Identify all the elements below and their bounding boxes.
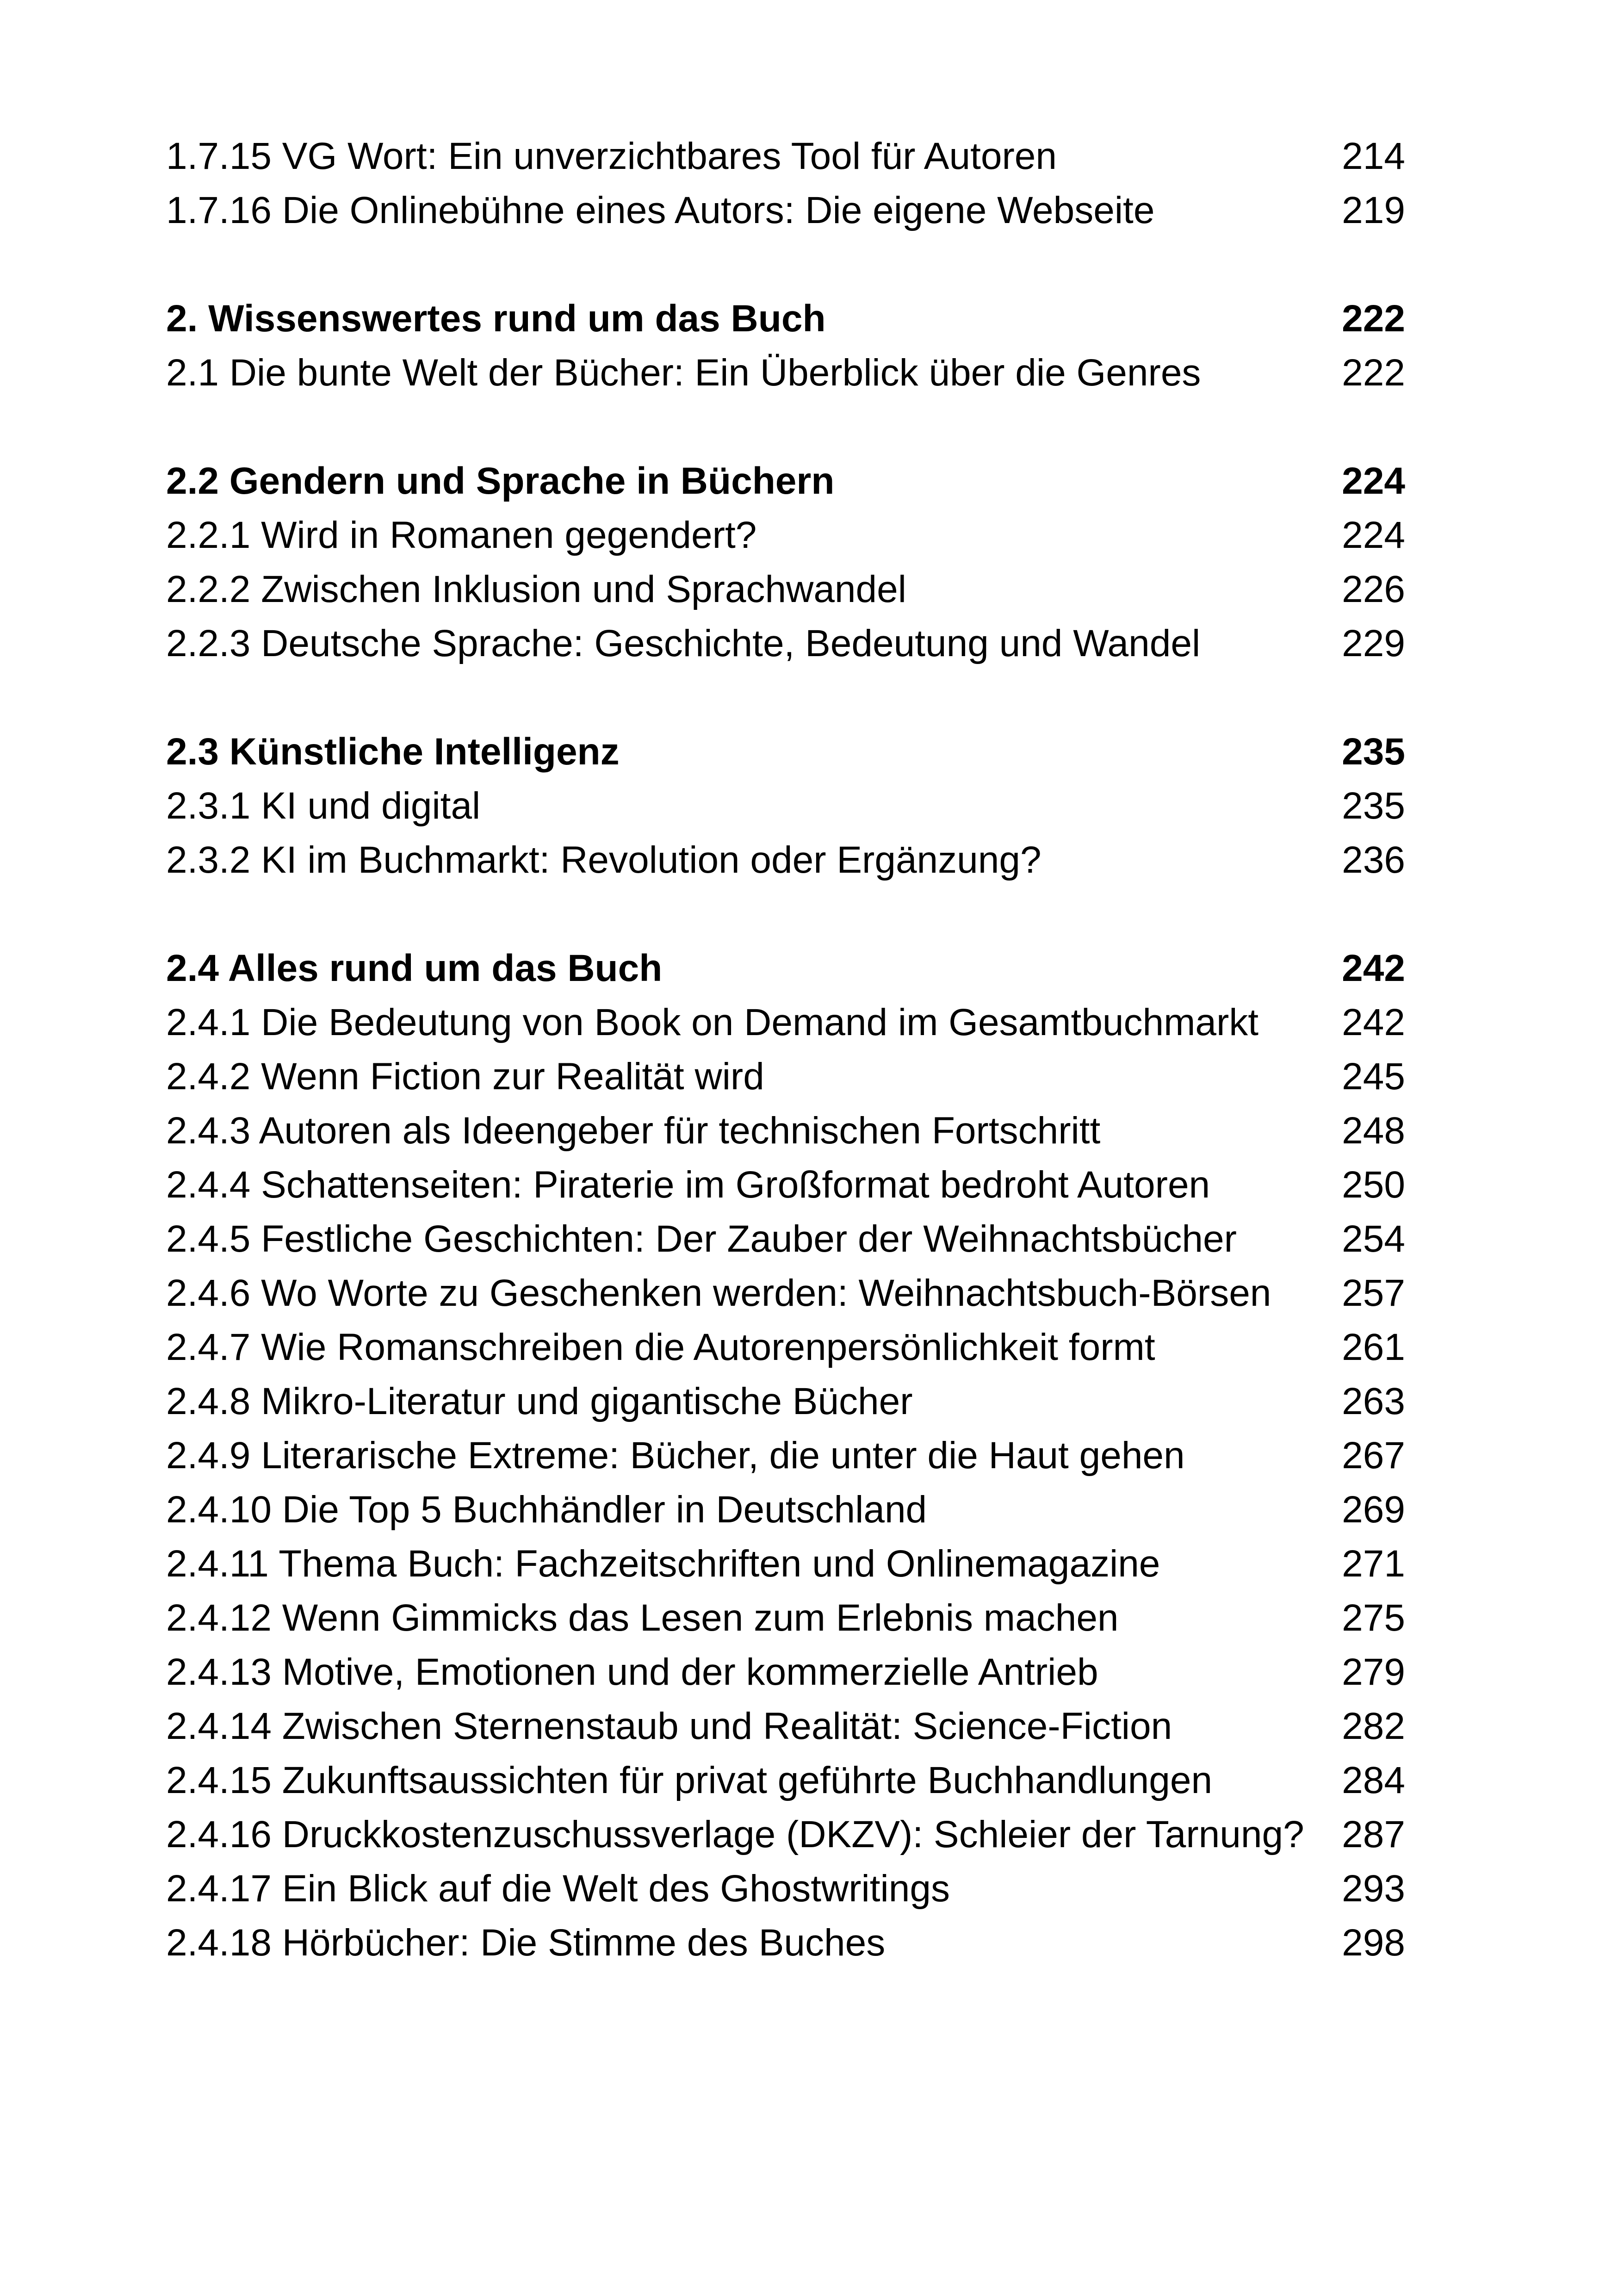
toc-entry-title: 2.4.4 Schattenseiten: Piraterie im Großformat bedroht Autoren: [166, 1164, 1210, 1206]
toc-section-heading: [166, 941, 1405, 995]
toc-entry-title: 2.4.1 Die Bedeutung von Book on Demand im Gesamtbuchmarkt: [166, 1001, 1259, 1043]
toc-entry-title: 2.4 Alles rund um das Buch: [166, 947, 663, 989]
toc-entry: [166, 183, 1405, 237]
toc-entry-title: 2.4.5 Festliche Geschichten: Der Zauber der Weihnachtsbücher: [166, 1218, 1237, 1260]
toc-entry-title: 2.4.12 Wenn Gimmicks das Lesen zum Erlebnis machen: [166, 1597, 1119, 1639]
toc-entry-page: 254: [1342, 1218, 1405, 1260]
toc-entry-title: 2.4.3 Autoren als Ideengeber für technischen Fortschritt: [166, 1110, 1101, 1152]
toc-entry: [166, 1916, 1405, 1970]
toc-entry-page: 235: [1342, 785, 1405, 827]
toc-entry-title: 2.2 Gendern und Sprache in Büchern: [166, 460, 835, 502]
toc-entry: [166, 1320, 1405, 1374]
toc-entry-title: 2.4.10 Die Top 5 Buchhändler in Deutschland: [166, 1489, 927, 1531]
toc-entry-page: 222: [1342, 352, 1405, 394]
toc-entry: [166, 508, 1405, 562]
toc-entry-title: 1.7.15 VG Wort: Ein unverzichtbares Tool für Autoren: [166, 135, 1057, 177]
toc-entry: [166, 1212, 1405, 1266]
toc-entry-title: 2.2.2 Zwischen Inklusion und Sprachwandel: [166, 568, 906, 610]
toc-entry: [166, 1537, 1405, 1591]
toc-entry-page: 242: [1342, 1001, 1405, 1043]
toc-entry-page: 214: [1342, 135, 1405, 177]
toc-entry-title: 2. Wissenswertes rund um das Buch: [166, 298, 826, 340]
toc-entry-page: 226: [1342, 568, 1405, 610]
toc-entry-title: 2.4.18 Hörbücher: Die Stimme des Buches: [166, 1922, 886, 1964]
toc-entry-page: 282: [1342, 1705, 1405, 1747]
toc-entry-title: 2.3 Künstliche Intelligenz: [166, 731, 620, 773]
toc-entry-title: 2.3.1 KI und digital: [166, 785, 481, 827]
toc-entry: [166, 562, 1405, 616]
toc-entry-title: 2.4.9 Literarische Extreme: Bücher, die unter die Haut gehen: [166, 1434, 1185, 1477]
toc-entry: [166, 1483, 1405, 1537]
toc-entry-title: 2.3.2 KI im Buchmarkt: Revolution oder Ergänzung?: [166, 839, 1041, 881]
toc-entry-title: 2.4.7 Wie Romanschreiben die Autorenpersönlichkeit formt: [166, 1326, 1155, 1368]
toc-entry-title: 2.2.3 Deutsche Sprache: Geschichte, Bedeutung und Wandel: [166, 622, 1201, 664]
toc-entry-title: 2.4.11 Thema Buch: Fachzeitschriften und Onlinemagazine: [166, 1543, 1160, 1585]
section-spacer: [166, 670, 1405, 725]
toc-entry-page: 284: [1342, 1759, 1405, 1801]
toc-entry: [166, 1699, 1405, 1753]
toc-entry-page: 257: [1342, 1272, 1405, 1314]
toc-entry-page: 224: [1342, 460, 1405, 502]
toc-entry-page: 222: [1342, 298, 1405, 340]
toc-entry: [166, 616, 1405, 670]
toc-entry-page: 261: [1342, 1326, 1405, 1368]
toc-entry: [166, 129, 1405, 183]
toc-entry-page: 242: [1342, 947, 1405, 989]
toc-entry-page: 269: [1342, 1489, 1405, 1531]
toc-entry-title: 2.4.15 Zukunftsaussichten für privat geführte Buchhandlungen: [166, 1759, 1213, 1801]
toc-entry-title: 2.2.1 Wird in Romanen gegendert?: [166, 514, 757, 556]
toc-entry-title: 2.4.17 Ein Blick auf die Welt des Ghostwritings: [166, 1868, 950, 1910]
toc-entry-page: 250: [1342, 1164, 1405, 1206]
toc-entry-page: 267: [1342, 1434, 1405, 1477]
toc-entry: [166, 1753, 1405, 1807]
toc-entry-title: 2.4.2 Wenn Fiction zur Realität wird: [166, 1055, 764, 1098]
toc-section-heading: [166, 725, 1405, 779]
toc-entry-page: 275: [1342, 1597, 1405, 1639]
toc-entry: [166, 995, 1405, 1049]
toc-entry-title: 2.4.16 Druckkostenzuschussverlage (DKZV): Schleier der Tarnung?: [166, 1813, 1304, 1855]
toc-entry: [166, 1591, 1405, 1645]
toc-entry-page: 248: [1342, 1110, 1405, 1152]
section-spacer: [166, 400, 1405, 454]
toc-section-heading: [166, 454, 1405, 508]
toc-entry-page: 279: [1342, 1651, 1405, 1693]
toc-entry: [166, 779, 1405, 833]
toc-entry-page: 287: [1342, 1813, 1405, 1855]
toc-entry: [166, 1645, 1405, 1699]
toc-entry-page: 235: [1342, 731, 1405, 773]
toc-entry-page: 293: [1342, 1868, 1405, 1910]
toc-entry-page: 271: [1342, 1543, 1405, 1585]
toc-entry-page: 245: [1342, 1055, 1405, 1098]
toc-entry: [166, 1158, 1405, 1212]
toc-entry: [166, 1374, 1405, 1428]
toc-entry-page: 263: [1342, 1380, 1405, 1422]
toc-entry-title: 2.4.14 Zwischen Sternenstaub und Realität: Science-Fiction: [166, 1705, 1172, 1747]
toc-entry-title: 2.4.8 Mikro-Literatur und gigantische Bücher: [166, 1380, 913, 1422]
toc-entry: [166, 1049, 1405, 1104]
toc-entry-title: 2.4.13 Motive, Emotionen und der kommerzielle Antrieb: [166, 1651, 1098, 1693]
toc-entry-title: 1.7.16 Die Onlinebühne eines Autors: Die eigene Webseite: [166, 189, 1155, 231]
toc-entry-title: 2.4.6 Wo Worte zu Geschenken werden: Weihnachtsbuch-Börsen: [166, 1272, 1271, 1314]
toc-entry-page: 219: [1342, 189, 1405, 231]
toc-entry-page: 298: [1342, 1922, 1405, 1964]
toc-entry: [166, 1807, 1405, 1862]
toc-entry: [166, 346, 1405, 400]
toc-entry: [166, 1104, 1405, 1158]
table-of-contents: [166, 129, 1405, 1970]
toc-entry-page: 224: [1342, 514, 1405, 556]
toc-section-heading: [166, 292, 1405, 346]
toc-entry: [166, 1862, 1405, 1916]
toc-entry: [166, 1266, 1405, 1320]
toc-entry: [166, 833, 1405, 887]
section-spacer: [166, 887, 1405, 941]
section-spacer: [166, 237, 1405, 292]
toc-entry-title: 2.1 Die bunte Welt der Bücher: Ein Überblick über die Genres: [166, 352, 1201, 394]
toc-entry-page: 229: [1342, 622, 1405, 664]
toc-entry-page: 236: [1342, 839, 1405, 881]
toc-entry: [166, 1428, 1405, 1483]
